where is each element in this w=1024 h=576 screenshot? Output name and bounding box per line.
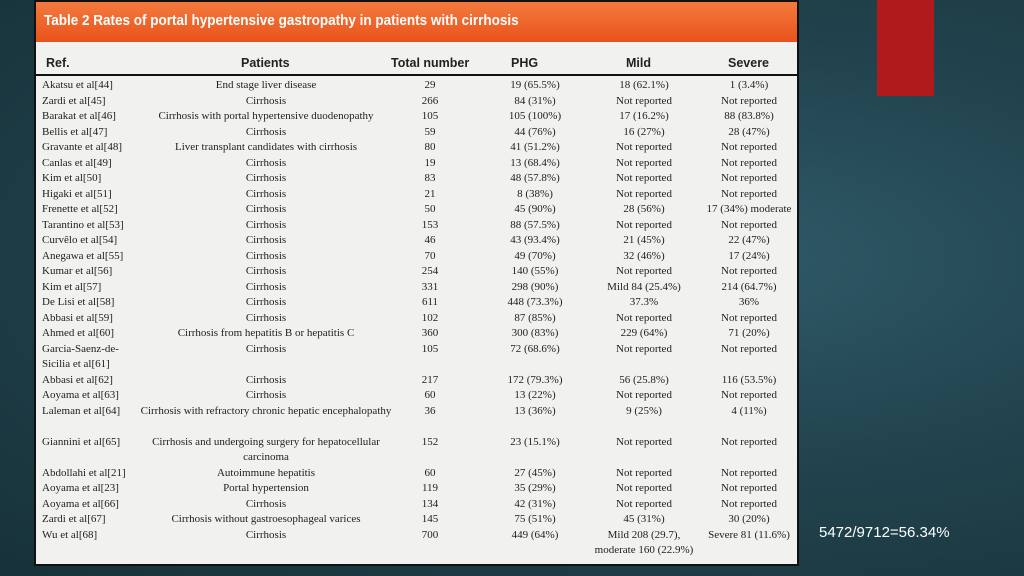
cell-severe: Not reported [721,187,777,200]
cell-mild: Not reported [616,156,672,169]
cell-severe: Not reported [721,389,777,401]
cell-severe: Not reported [721,311,777,324]
cell-patients: Cirrhosis [245,249,287,262]
cell-ref: Bellis et al[47] [42,125,108,138]
cell-mild: 56 (25.8%) [619,373,669,386]
cell-patients: Cirrhosis [245,265,287,277]
cell-phg: 75 (51%) [514,513,556,525]
cell-ref: Kumar et al[56] [42,265,113,277]
cell-total: 153 [421,218,439,231]
header-ref: Ref. [46,56,70,70]
cell-total: 102 [421,311,439,324]
cell-mild: Not reported [616,94,672,107]
cell-mild: Not reported [616,172,672,184]
cell-mild: Not reported [616,311,672,324]
cell-phg: 88 (57.5%) [510,218,560,231]
cell-phg: 300 (83%) [511,327,559,339]
cell-mild: Not reported [616,389,672,401]
cell-phg: 13 (68.4%) [510,156,560,169]
table-title: Table 2 Rates of portal hypertensive gastropathy in patients with cirrhosis [44,12,519,29]
cell-severe: Not reported [721,172,777,184]
cell-patients: Cirrhosis [245,389,287,401]
cell-ref: Tarantino et al[53] [42,218,124,231]
cell-phg: 41 (51.2%) [510,141,560,153]
cell-total: 145 [421,513,439,525]
cell-mild: Not reported [616,187,672,200]
header-mild: Mild [626,56,651,70]
cell-patients: Portal hypertension [223,482,309,494]
header-patients: Patients [241,56,290,70]
header-total-number: Total number [391,56,470,70]
cell-phg: 172 (79.3%) [507,373,563,386]
cell-patients: Cirrhosis from hepatitis B or hepatitis C [177,327,355,339]
cell-ref: Anegawa et al[55] [42,249,124,262]
cell-patients: Autoimmune hepatitis [216,466,316,479]
cell-phg: 19 (65.5%) [510,79,560,91]
cell-mild: Not reported [616,497,672,510]
cell-phg: 84 (31%) [514,94,556,107]
cell-mild: 32 (46%) [623,249,665,262]
cell-severe: Not reported [721,265,777,277]
cell-mild: 17 (16.2%) [619,110,669,122]
cell-mild: Not reported [616,435,672,448]
cell-ref: Barakat et al[46] [42,110,116,122]
cell-phg: 44 (76%) [514,125,556,138]
cell-ref: Aoyama et al[63] [42,389,119,401]
cell-ref: Canlas et al[49] [42,156,112,169]
cell-mild: Not reported [616,466,672,479]
cell-phg: 8 (38%) [517,187,553,200]
cell-ref: Higaki et al[51] [42,187,112,200]
cell-severe: Not reported [721,435,777,448]
cell-phg: 449 (64%) [511,528,559,541]
cell-severe: Not reported [721,156,777,169]
cell-total: 266 [421,94,439,107]
cell-phg: 35 (29%) [514,482,556,494]
cell-severe: 214 (64.7%) [721,280,777,293]
cell-mild: Not reported [616,141,672,153]
cell-patients: Cirrhosis with refractory chronic hepatic encephalopathy [140,404,392,417]
cell-severe: 22 (47%) [728,234,770,246]
cell-total: 46 [424,234,436,246]
cell-patients: Cirrhosis [245,187,287,200]
table-image-frame [34,0,799,566]
cell-patients: Cirrhosis [245,311,287,324]
cell-severe: Not reported [721,141,777,153]
cell-total: 360 [421,327,439,339]
table-title-bar [36,2,797,42]
cell-ref: Garcia-Saenz-de-Sicilia et al[61] [42,342,119,370]
cell-ref: Aoyama et al[23] [42,482,119,494]
cell-severe: 71 (20%) [728,327,770,339]
accent-block [877,0,934,96]
cell-total: 105 [421,110,439,122]
cell-ref: Laleman et al[64] [42,404,121,417]
cell-patients: Cirrhosis [245,280,287,293]
cell-ref: Abbasi et al[59] [42,311,113,324]
cell-mild: 229 (64%) [620,327,668,339]
cell-patients: Cirrhosis [245,156,287,169]
cell-phg: 448 (73.3%) [507,296,563,308]
cell-mild: 16 (27%) [623,125,665,138]
cell-patients: End stage liver disease [215,79,317,91]
cell-ref: Zardi et al[67] [42,513,106,525]
cell-mild: Mild 208 (29.7), moderate 160 (22.9%) [594,528,694,556]
cell-ref: Kim et al[57] [42,280,102,293]
cell-ref: Wu et al[68] [42,528,98,541]
cell-phg: 105 (100%) [508,110,562,122]
cell-ref: Giannini et al[65] [42,435,121,448]
cell-ref: Ahmed et al[60] [42,327,115,339]
cell-severe: 17 (24%) [728,249,770,262]
cell-total: 700 [421,528,439,541]
cell-phg: 48 (57.8%) [510,172,560,184]
cell-patients: Liver transplant candidates with cirrhosis [174,141,358,153]
cell-phg: 13 (36%) [514,404,556,417]
cell-mild: 45 (31%) [623,513,665,525]
cell-total: 50 [424,203,436,215]
header-phg: PHG [511,56,539,70]
cell-severe: Not reported [721,342,777,355]
cell-phg: 72 (68.6%) [510,342,560,355]
cell-phg: 23 (15.1%) [510,435,560,448]
cell-mild: 28 (56%) [623,203,665,215]
cell-total: 83 [424,172,436,184]
cell-total: 70 [424,249,436,262]
cell-severe: Not reported [721,497,777,510]
cell-mild: Not reported [616,342,672,355]
cell-phg: 13 (22%) [514,389,556,401]
cell-ref: Abbasi et al[62] [42,373,113,386]
cell-ref: Gravante et al[48] [42,141,123,153]
cell-severe: Not reported [721,94,777,107]
cell-patients: Cirrhosis [245,234,287,246]
cell-total: 331 [421,280,439,293]
cell-severe: 88 (83.8%) [724,110,774,122]
cell-total: 105 [421,342,439,355]
cell-ref: Abdollahi et al[21] [42,466,126,479]
cell-mild: 37.3% [629,296,659,308]
cell-phg: 27 (45%) [514,466,556,479]
cell-patients: Cirrhosis [245,218,287,231]
cell-mild: Not reported [616,218,672,231]
cell-total: 254 [421,265,439,277]
cell-severe: 1 (3.4%) [729,79,769,91]
cell-ref: De Lisi et al[58] [42,296,115,308]
cell-patients: Cirrhosis [245,342,287,355]
cell-total: 217 [421,373,439,386]
cell-severe: 30 (20%) [728,513,770,525]
cell-patients: Cirrhosis [245,203,287,215]
cell-total: 134 [421,497,439,510]
cell-total: 19 [424,156,436,169]
cell-severe: Not reported [721,482,777,494]
cell-mild: Not reported [616,265,672,277]
cell-phg: 140 (55%) [511,265,559,277]
cell-phg: 87 (85%) [514,311,556,324]
cell-ref: Akatsu et al[44] [42,79,113,91]
cell-phg: 42 (31%) [514,497,556,510]
cell-patients: Cirrhosis [245,172,287,184]
cell-severe: 36% [738,296,760,308]
cell-patients: Cirrhosis [245,296,287,308]
cell-phg: 45 (90%) [514,203,556,215]
cell-total: 36 [424,404,436,417]
cell-total: 119 [421,482,439,494]
cell-ref: Aoyama et al[66] [42,497,119,510]
cell-mild: 18 (62.1%) [619,79,669,91]
summary-calculation: 5472/9712=56.34% [819,524,950,541]
cell-mild: Not reported [616,482,672,494]
cell-severe: Not reported [721,466,777,479]
cell-patients: Cirrhosis [245,125,287,138]
table-header-row [36,52,797,76]
header-severe: Severe [728,56,770,70]
cell-patients: Cirrhosis [245,373,287,386]
cell-patients: Cirrhosis [245,528,287,541]
cell-phg: 298 (90%) [511,280,559,293]
cell-total: 80 [424,141,436,153]
cell-patients: Cirrhosis without gastroesophageal varices [171,513,361,525]
cell-severe: Severe 81 (11.6%) [708,528,790,541]
cell-severe: 28 (47%) [728,125,770,138]
cell-phg: 43 (93.4%) [510,234,560,246]
cell-patients: Cirrhosis with portal hypertensive duodenopathy [158,110,374,122]
cell-total: 60 [424,466,436,479]
cell-severe: 116 (53.5%) [721,373,777,386]
cell-mild: 9 (25%) [626,404,662,417]
cell-ref: Curvêlo et al[54] [42,234,118,246]
cell-patients: Cirrhosis [245,497,287,510]
cell-patients: Cirrhosis [245,94,287,107]
cell-total: 611 [421,296,439,308]
cell-total: 21 [424,187,436,200]
cell-ref: Kim et al[50] [42,172,102,184]
cell-severe: Not reported [721,218,777,231]
cell-ref: Frenette et al[52] [42,203,118,215]
cell-severe: 17 (34%) moderate [706,203,792,215]
cell-patients: Cirrhosis and undergoing surgery for hepatocellular carcinoma [152,435,380,463]
cell-severe: 4 (11%) [731,404,767,417]
cell-total: 152 [421,435,439,448]
cell-total: 60 [424,389,436,401]
cell-ref: Zardi et al[45] [42,94,106,107]
cell-phg: 49 (70%) [514,249,556,262]
cell-mild: Mild 84 (25.4%) [607,280,681,293]
cell-mild: 21 (45%) [623,234,665,246]
cell-total: 59 [424,125,436,138]
cell-total: 29 [424,79,436,91]
